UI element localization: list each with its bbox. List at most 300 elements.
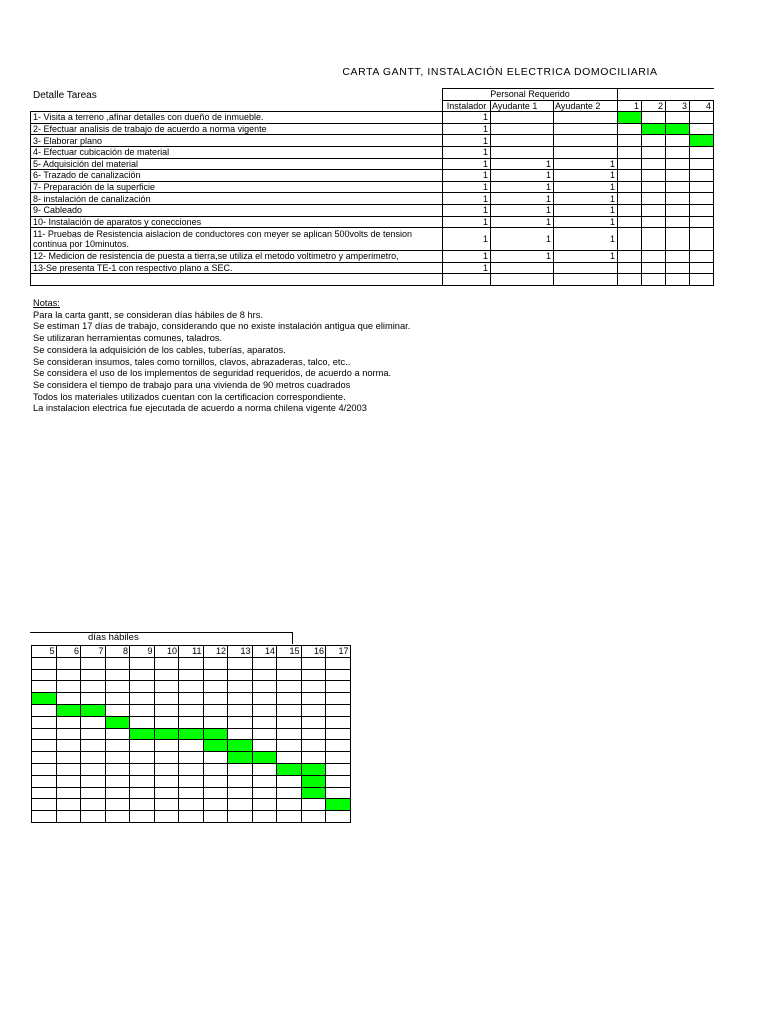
- ayudante2-count: [554, 112, 618, 124]
- gantt-cell: [690, 251, 714, 263]
- gantt-cell: [690, 158, 714, 170]
- gantt-cell: [154, 669, 179, 681]
- detalle-tareas-label: Detalle Tareas: [33, 90, 97, 101]
- gantt-bar-cell: [154, 728, 179, 740]
- gantt-days-table: [31, 645, 351, 823]
- gantt-cell: [32, 787, 57, 799]
- gantt-cell: [81, 669, 106, 681]
- instalador-count: 1: [443, 112, 491, 124]
- task-row: [31, 262, 714, 274]
- gantt-bar-cell: [301, 775, 326, 787]
- gantt-cell: [301, 799, 326, 811]
- gantt-cell: [154, 657, 179, 669]
- task-row: [31, 112, 714, 124]
- task-label: 11- Pruebas de Resistencia aislacion de conductores con meyer se aplican 500volts de tension continua por 10minutos.: [31, 228, 443, 251]
- gantt-cell: [56, 657, 81, 669]
- gantt-cell: [130, 787, 155, 799]
- gantt-cell: [81, 811, 106, 823]
- gantt-cell: [32, 799, 57, 811]
- gantt-bar-cell: [32, 693, 57, 705]
- gantt-cell: [642, 251, 666, 263]
- empty-cell: [554, 274, 618, 286]
- gantt-cell: [81, 728, 106, 740]
- ayudante1-count: 1: [491, 181, 554, 193]
- gantt-cell: [666, 146, 690, 158]
- ayudante1-count: 1: [491, 204, 554, 216]
- days-row: [32, 669, 351, 681]
- gantt-cell: [130, 763, 155, 775]
- gantt-cell: [203, 763, 228, 775]
- gantt-cell: [179, 740, 204, 752]
- gantt-cell: [301, 681, 326, 693]
- gantt-cell: [81, 775, 106, 787]
- gantt-cell: [301, 740, 326, 752]
- gantt-cell: [690, 216, 714, 228]
- gantt-cell: [105, 657, 130, 669]
- gantt-cell: [301, 693, 326, 705]
- gantt-cell: [326, 787, 351, 799]
- gantt-cell: [301, 728, 326, 740]
- gantt-cell: [252, 704, 277, 716]
- gantt-cell: [56, 716, 81, 728]
- ayudante1-count: 1: [491, 193, 554, 205]
- ayudante1-count: 1: [491, 216, 554, 228]
- instalador-count: 1: [443, 181, 491, 193]
- gantt-bar-cell: [228, 740, 253, 752]
- gantt-cell: [105, 775, 130, 787]
- note-line: Todos los materiales utilizados cuentan con la certificacion correspondiente.: [33, 391, 346, 402]
- gantt-cell: [666, 170, 690, 182]
- gantt-cell: [326, 752, 351, 764]
- gantt-cell: [666, 216, 690, 228]
- gantt-cell: [32, 775, 57, 787]
- gantt-cell: [666, 181, 690, 193]
- gantt-cell: [105, 811, 130, 823]
- gantt-cell: [56, 693, 81, 705]
- ayudante1-count: 1: [491, 251, 554, 263]
- gantt-cell: [179, 669, 204, 681]
- gantt-cell: [228, 799, 253, 811]
- day-number: 11: [179, 646, 204, 658]
- gantt-cell: [690, 170, 714, 182]
- instalador-count: 1: [443, 158, 491, 170]
- gantt-cell: [179, 787, 204, 799]
- gantt-cell: [642, 135, 666, 147]
- gantt-cell: [277, 799, 302, 811]
- gantt-cell: [154, 752, 179, 764]
- gantt-cell: [277, 787, 302, 799]
- days-header-edge: [292, 632, 293, 644]
- day-number: 16: [301, 646, 326, 658]
- gantt-cell: [32, 752, 57, 764]
- gantt-cell: [252, 681, 277, 693]
- day-number: 13: [228, 646, 253, 658]
- ayudante1-count: 1: [491, 170, 554, 182]
- gantt-cell: [690, 123, 714, 135]
- gantt-cell: [203, 657, 228, 669]
- gantt-cell: [277, 811, 302, 823]
- task-label: 9- Cableado: [31, 204, 443, 216]
- days-row: [32, 681, 351, 693]
- gantt-cell: [179, 657, 204, 669]
- instalador-count: 1: [443, 204, 491, 216]
- gantt-cell: [326, 669, 351, 681]
- empty-cell: [618, 274, 642, 286]
- gantt-bar-cell: [203, 740, 228, 752]
- days-row: [32, 763, 351, 775]
- task-label: 8- instalación de canalización: [31, 193, 443, 205]
- gantt-cell: [203, 799, 228, 811]
- days-row: [32, 716, 351, 728]
- instalador-count: 1: [443, 135, 491, 147]
- day-number: 5: [32, 646, 57, 658]
- empty-cell: [642, 274, 666, 286]
- gantt-cell: [277, 657, 302, 669]
- ayudante2-count: 1: [554, 216, 618, 228]
- gantt-cell: [130, 811, 155, 823]
- ayudante2-count: [554, 123, 618, 135]
- ayudante2-count: [554, 135, 618, 147]
- gantt-cell: [154, 811, 179, 823]
- days-header-line: [30, 632, 292, 633]
- gantt-cell: [179, 693, 204, 705]
- col-day-3: 3: [666, 100, 690, 112]
- days-row: [32, 775, 351, 787]
- gantt-bar-cell: [301, 763, 326, 775]
- gantt-cell: [32, 728, 57, 740]
- gantt-cell: [690, 181, 714, 193]
- gantt-cell: [642, 181, 666, 193]
- ayudante2-count: 1: [554, 170, 618, 182]
- gantt-cell: [81, 763, 106, 775]
- gantt-cell: [277, 775, 302, 787]
- gantt-cell: [56, 799, 81, 811]
- dias-habiles-label: días hábiles: [88, 632, 139, 643]
- gantt-bar-cell: [301, 787, 326, 799]
- gantt-cell: [252, 775, 277, 787]
- gantt-cell: [690, 228, 714, 251]
- gantt-cell: [690, 204, 714, 216]
- notes-block: [33, 298, 410, 415]
- instalador-count: 1: [443, 123, 491, 135]
- gantt-cell: [179, 716, 204, 728]
- gantt-cell: [203, 669, 228, 681]
- task-label: 1- Visita a terreno ,afinar detalles con dueño de inmueble.: [31, 112, 443, 124]
- gantt-cell: [154, 716, 179, 728]
- empty-cell: [491, 274, 554, 286]
- gantt-cell: [666, 262, 690, 274]
- task-row: [31, 158, 714, 170]
- task-label: 3- Elaborar plano: [31, 135, 443, 147]
- instalador-count: 1: [443, 216, 491, 228]
- gantt-cell: [277, 752, 302, 764]
- gantt-cell: [179, 799, 204, 811]
- gantt-cell: [252, 799, 277, 811]
- gantt-cell: [81, 716, 106, 728]
- gantt-cell: [666, 135, 690, 147]
- instalador-count: 1: [443, 170, 491, 182]
- gantt-cell: [252, 657, 277, 669]
- instalador-count: 1: [443, 193, 491, 205]
- gantt-cell: [228, 681, 253, 693]
- ayudante1-count: [491, 123, 554, 135]
- gantt-bar-cell: [277, 763, 302, 775]
- days-header-row: [32, 646, 351, 658]
- gantt-cell: [277, 704, 302, 716]
- gantt-cell: [179, 704, 204, 716]
- gantt-cell: [130, 740, 155, 752]
- gantt-cell: [105, 704, 130, 716]
- gantt-cell: [618, 146, 642, 158]
- task-label: 13-Se presenta TE-1 con respectivo plano a SEC.: [31, 262, 443, 274]
- gantt-cell: [105, 740, 130, 752]
- gantt-cell: [301, 811, 326, 823]
- gantt-cell: [326, 775, 351, 787]
- gantt-cell: [154, 740, 179, 752]
- gantt-cell: [228, 693, 253, 705]
- note-line: La instalacion electrica fue ejecutada de acuerdo a norma chilena vigente 4/2003: [33, 403, 367, 414]
- gantt-cell: [326, 763, 351, 775]
- days-row: [32, 657, 351, 669]
- gantt-cell: [326, 693, 351, 705]
- gantt-cell: [690, 112, 714, 124]
- gantt-cell: [690, 146, 714, 158]
- note-line: Se considera el uso de los implementos de seguridad requeridos, de acuerdo a norma.: [33, 368, 392, 379]
- gantt-cell: [277, 740, 302, 752]
- gantt-cell: [56, 669, 81, 681]
- task-label: 2- Efectuar analisis de trabajo de acuerdo a norma vigente: [31, 123, 443, 135]
- ayudante2-count: 1: [554, 204, 618, 216]
- note-line: Se considera la adquisición de los cables, tuberías, aparatos.: [33, 344, 286, 355]
- gantt-cell: [618, 204, 642, 216]
- ayudante2-count: 1: [554, 158, 618, 170]
- gantt-cell: [252, 669, 277, 681]
- gantt-cell: [154, 763, 179, 775]
- gantt-cell: [81, 752, 106, 764]
- gantt-cell: [277, 681, 302, 693]
- gantt-cell: [618, 262, 642, 274]
- task-row: [31, 216, 714, 228]
- days-row: [32, 787, 351, 799]
- task-row: [31, 193, 714, 205]
- gantt-cell: [203, 752, 228, 764]
- gantt-cell: [252, 740, 277, 752]
- days-row: [32, 728, 351, 740]
- gantt-cell: [618, 251, 642, 263]
- gantt-cell: [179, 763, 204, 775]
- gantt-cell: [642, 228, 666, 251]
- gantt-cell: [326, 681, 351, 693]
- gantt-cell: [32, 811, 57, 823]
- gantt-cell: [130, 799, 155, 811]
- gantt-cell: [666, 228, 690, 251]
- instalador-count: 1: [443, 251, 491, 263]
- gantt-cell: [618, 158, 642, 170]
- gantt-cell: [81, 740, 106, 752]
- gantt-cell: [301, 669, 326, 681]
- gantt-cell: [56, 740, 81, 752]
- gantt-cell: [642, 216, 666, 228]
- gantt-cell: [105, 752, 130, 764]
- empty-row: [31, 274, 714, 286]
- gantt-cell: [252, 693, 277, 705]
- gantt-cell: [252, 811, 277, 823]
- gantt-cell: [154, 787, 179, 799]
- gantt-cell: [252, 763, 277, 775]
- gantt-cell: [642, 146, 666, 158]
- empty-cell: [443, 274, 491, 286]
- gantt-cell: [666, 193, 690, 205]
- gantt-cell: [105, 681, 130, 693]
- ayudante1-count: 1: [491, 228, 554, 251]
- gantt-cell: [690, 193, 714, 205]
- task-label: 5- Adquisición del material: [31, 158, 443, 170]
- days-row: [32, 811, 351, 823]
- gantt-cell: [154, 693, 179, 705]
- gantt-cell: [326, 704, 351, 716]
- ayudante2-count: 1: [554, 228, 618, 251]
- col-day-2: 2: [642, 100, 666, 112]
- gantt-cell: [618, 123, 642, 135]
- gantt-cell: [252, 728, 277, 740]
- day-number: 7: [81, 646, 106, 658]
- gantt-cell: [228, 775, 253, 787]
- gantt-cell: [105, 787, 130, 799]
- gantt-cell: [32, 657, 57, 669]
- gantt-cell: [32, 740, 57, 752]
- gantt-cell: [154, 681, 179, 693]
- gantt-cell: [32, 669, 57, 681]
- gantt-cell: [618, 181, 642, 193]
- task-label: 4- Efectuar cubicación de material: [31, 146, 443, 158]
- gantt-cell: [130, 775, 155, 787]
- task-row: [31, 123, 714, 135]
- gantt-cell: [252, 716, 277, 728]
- task-row: [31, 170, 714, 182]
- gantt-cell: [32, 704, 57, 716]
- gantt-bar-cell: [252, 752, 277, 764]
- gantt-cell: [179, 811, 204, 823]
- gantt-cell: [642, 112, 666, 124]
- gantt-cell: [179, 681, 204, 693]
- gantt-cell: [130, 716, 155, 728]
- ayudante1-count: 1: [491, 158, 554, 170]
- days-row: [32, 740, 351, 752]
- note-line: Se consideran insumos, tales como tornillos, clavos, abrazaderas, talco, etc..: [33, 356, 351, 367]
- gantt-cell: [179, 752, 204, 764]
- gantt-cell: [228, 728, 253, 740]
- col-ayudante-1: Ayudante 1: [491, 100, 554, 112]
- gantt-bar-cell: [105, 716, 130, 728]
- gantt-cell: [326, 740, 351, 752]
- gantt-cell: [326, 716, 351, 728]
- day-number: 17: [326, 646, 351, 658]
- note-line: Se utilizaran herramientas comunes, taladros.: [33, 333, 223, 344]
- gantt-cell: [666, 158, 690, 170]
- ayudante2-count: [554, 146, 618, 158]
- task-label: 7- Preparación de la superficie: [31, 181, 443, 193]
- gantt-cell: [130, 657, 155, 669]
- gantt-cell: [130, 693, 155, 705]
- note-line: Se considera el tiempo de trabajo para una vivienda de 90 metros cuadrados: [33, 379, 351, 390]
- task-row: [31, 204, 714, 216]
- gantt-cell: [105, 693, 130, 705]
- ayudante1-count: [491, 262, 554, 274]
- gantt-cell: [228, 811, 253, 823]
- gantt-cell: [32, 763, 57, 775]
- gantt-cell: [130, 704, 155, 716]
- gantt-cell: [179, 775, 204, 787]
- gantt-cell: [618, 170, 642, 182]
- days-row: [32, 693, 351, 705]
- gantt-cell: [203, 811, 228, 823]
- gantt-cell: [642, 170, 666, 182]
- gantt-cell: [228, 657, 253, 669]
- gantt-cell: [81, 693, 106, 705]
- gantt-cell: [56, 763, 81, 775]
- gantt-cell: [618, 216, 642, 228]
- gantt-bar-cell: [326, 799, 351, 811]
- col-instalador: Instalador: [443, 100, 491, 112]
- gantt-cell: [326, 657, 351, 669]
- gantt-cell: [326, 728, 351, 740]
- gantt-cell: [642, 204, 666, 216]
- gantt-cell: [642, 193, 666, 205]
- personal-requerido-header: Personal Requerido: [443, 89, 618, 101]
- gantt-cell: [105, 669, 130, 681]
- gantt-cell: [154, 775, 179, 787]
- col-day-1: 1: [618, 100, 642, 112]
- gantt-cell: [56, 681, 81, 693]
- gantt-cell: [228, 669, 253, 681]
- ayudante2-count: 1: [554, 193, 618, 205]
- gantt-bar-cell: [81, 704, 106, 716]
- gantt-cell: [56, 775, 81, 787]
- gantt-bar-cell: [228, 752, 253, 764]
- ayudante2-count: 1: [554, 181, 618, 193]
- gantt-cell: [105, 763, 130, 775]
- gantt-cell: [56, 728, 81, 740]
- gantt-bar-cell: [179, 728, 204, 740]
- task-label: 10- Instalación de aparatos y conecciones: [31, 216, 443, 228]
- gantt-cell: [666, 204, 690, 216]
- gantt-cell: [618, 135, 642, 147]
- page-title: CARTA GANTT, INSTALACIÓN ELECTRICA DOMOCILIARIA: [342, 66, 658, 78]
- gantt-cell: [277, 716, 302, 728]
- gantt-cell: [301, 716, 326, 728]
- empty-cell: [690, 274, 714, 286]
- gantt-cell: [228, 763, 253, 775]
- gantt-cell: [130, 681, 155, 693]
- gantt-cell: [81, 787, 106, 799]
- gantt-cell: [203, 775, 228, 787]
- note-line: Se estiman 17 días de trabajo, considerando que no existe instalación antigua que eliminar.: [33, 321, 411, 332]
- task-row: [31, 228, 714, 251]
- gantt-cell: [32, 681, 57, 693]
- col-day-4: 4: [690, 100, 714, 112]
- gantt-cell: [154, 704, 179, 716]
- day-number: 8: [105, 646, 130, 658]
- gantt-cell: [642, 158, 666, 170]
- empty-cell: [31, 274, 443, 286]
- gantt-cell: [203, 693, 228, 705]
- instalador-count: 1: [443, 146, 491, 158]
- gantt-cell: [228, 787, 253, 799]
- gantt-bar-cell: [130, 728, 155, 740]
- gantt-cell: [130, 669, 155, 681]
- gantt-cell: [203, 704, 228, 716]
- gantt-cell: [301, 657, 326, 669]
